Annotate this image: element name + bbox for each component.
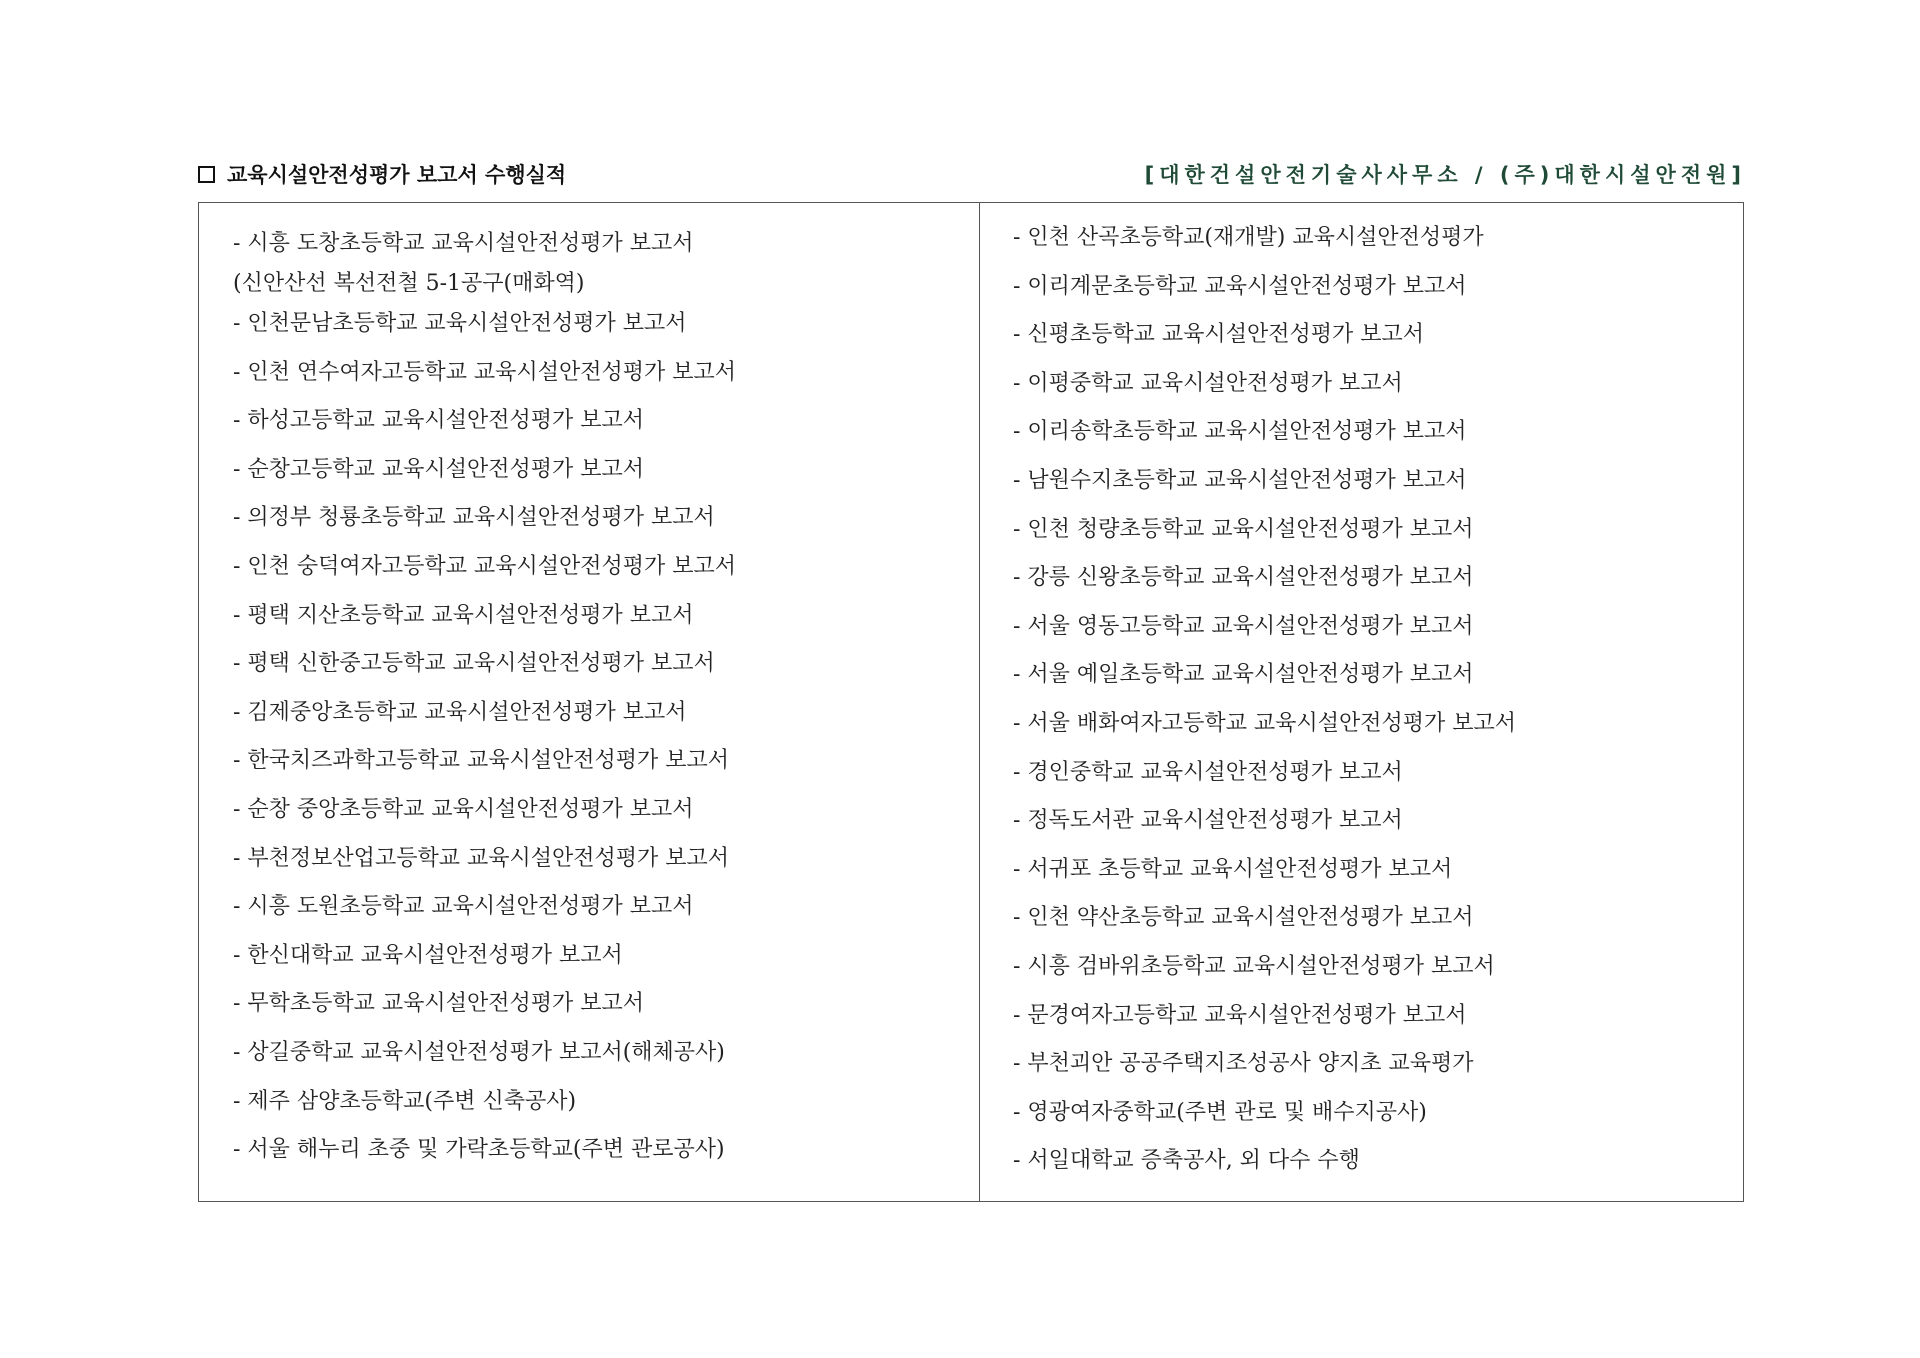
list-item: - 신평초등학교 교육시설안전성평가 보고서 (1013, 322, 1424, 348)
section-heading (198, 158, 566, 190)
list-item: - 한신대학교 교육시설안전성평가 보고서 (233, 942, 623, 968)
list-item: - 인천문남초등학교 교육시설안전성평가 보고서 (233, 311, 687, 336)
list-item: - 서일대학교 증축공사, 외 다수 수행 (1013, 1148, 1360, 1174)
list-item: - 서울 영동고등학교 교육시설안전성평가 보고서 (1013, 613, 1474, 639)
list-item: - 무학초등학교 교육시설안전성평가 보고서 (233, 991, 644, 1017)
company-name: [대한건설안전기술사사무소 / (주)대한시설안전원] (1144, 163, 1746, 187)
list-item: - 인천 청량초등학교 교육시설안전성평가 보고서 (1013, 516, 1474, 542)
list-item: - 이리계문초등학교 교육시설안전성평가 보고서 (1013, 273, 1467, 299)
list-item: - 영광여자중학교(주변 관로 및 배수지공사) (1013, 1099, 1427, 1125)
list-item: - 시흥 도원초등학교 교육시설안전성평가 보고서 (233, 894, 694, 920)
list-item: - 강릉 신왕초등학교 교육시설안전성평가 보고서 (1013, 565, 1474, 591)
list-item: - 의정부 청룡초등학교 교육시설안전성평가 보고서 (233, 505, 715, 531)
list-item: - 평택 지산초등학교 교육시설안전성평가 보고서 (233, 602, 694, 628)
list-item: - 인천 산곡초등학교(재개발) 교육시설안전성평가 (1013, 225, 1484, 250)
list-item: - 제주 삼양초등학교(주변 신축공사) (233, 1088, 577, 1114)
list-item: - 상길중학교 교육시설안전성평가 보고서(해체공사) (233, 1039, 725, 1065)
list-item: - 순창고등학교 교육시설안전성평가 보고서 (233, 456, 644, 482)
list-item: - 한국치즈과학고등학교 교육시설안전성평가 보고서 (233, 748, 729, 774)
list-item: - 정독도서관 교육시설안전성평가 보고서 (1013, 808, 1403, 834)
list-item: (신안산선 복선전철 5-1공구(매화역) (233, 271, 585, 296)
list-item: - 시흥 도창초등학교 교육시설안전성평가 보고서 (233, 231, 694, 256)
list-item: - 서울 배화여자고등학교 교육시설안전성평가 보고서 (1013, 710, 1516, 736)
column-divider (979, 203, 980, 1201)
section-title: 교육시설안전성평가 보고서 수행실적 (227, 163, 567, 187)
right-column-list (1013, 223, 1733, 1195)
left-column-list (233, 229, 953, 1184)
list-item: - 인천 연수여자고등학교 교육시설안전성평가 보고서 (233, 359, 736, 385)
list-item: - 서울 해누리 초중 및 가락초등학교(주변 관로공사) (233, 1137, 725, 1163)
list-item: - 인천 숭덕여자고등학교 교육시설안전성평가 보고서 (233, 553, 736, 579)
list-item: - 이리송학초등학교 교육시설안전성평가 보고서 (1013, 419, 1467, 445)
list-item: - 남원수지초등학교 교육시설안전성평가 보고서 (1013, 467, 1467, 493)
list-item: - 김제중앙초등학교 교육시설안전성평가 보고서 (233, 699, 687, 725)
report-list-table (198, 202, 1744, 1202)
list-item: - 서귀포 초등학교 교육시설안전성평가 보고서 (1013, 856, 1453, 882)
list-item: - 시흥 검바위초등학교 교육시설안전성평가 보고서 (1013, 953, 1495, 979)
list-item: - 경인중학교 교육시설안전성평가 보고서 (1013, 759, 1403, 785)
list-item: - 부천정보산업고등학교 교육시설안전성평가 보고서 (233, 845, 729, 871)
list-item: - 하성고등학교 교육시설안전성평가 보고서 (233, 408, 644, 434)
list-item: - 이평중학교 교육시설안전성평가 보고서 (1013, 370, 1403, 396)
checkbox-square-icon (198, 166, 215, 183)
list-item: - 순창 중앙초등학교 교육시설안전성평가 보고서 (233, 796, 694, 822)
list-item: - 인천 약산초등학교 교육시설안전성평가 보고서 (1013, 905, 1474, 931)
list-item: - 서울 예일초등학교 교육시설안전성평가 보고서 (1013, 662, 1474, 688)
list-item: - 부천괴안 공공주택지조성공사 양지초 교육평가 (1013, 1051, 1474, 1077)
list-item: - 문경여자고등학교 교육시설안전성평가 보고서 (1013, 1002, 1467, 1028)
list-item: - 평택 신한중고등학교 교육시설안전성평가 보고서 (233, 651, 715, 677)
